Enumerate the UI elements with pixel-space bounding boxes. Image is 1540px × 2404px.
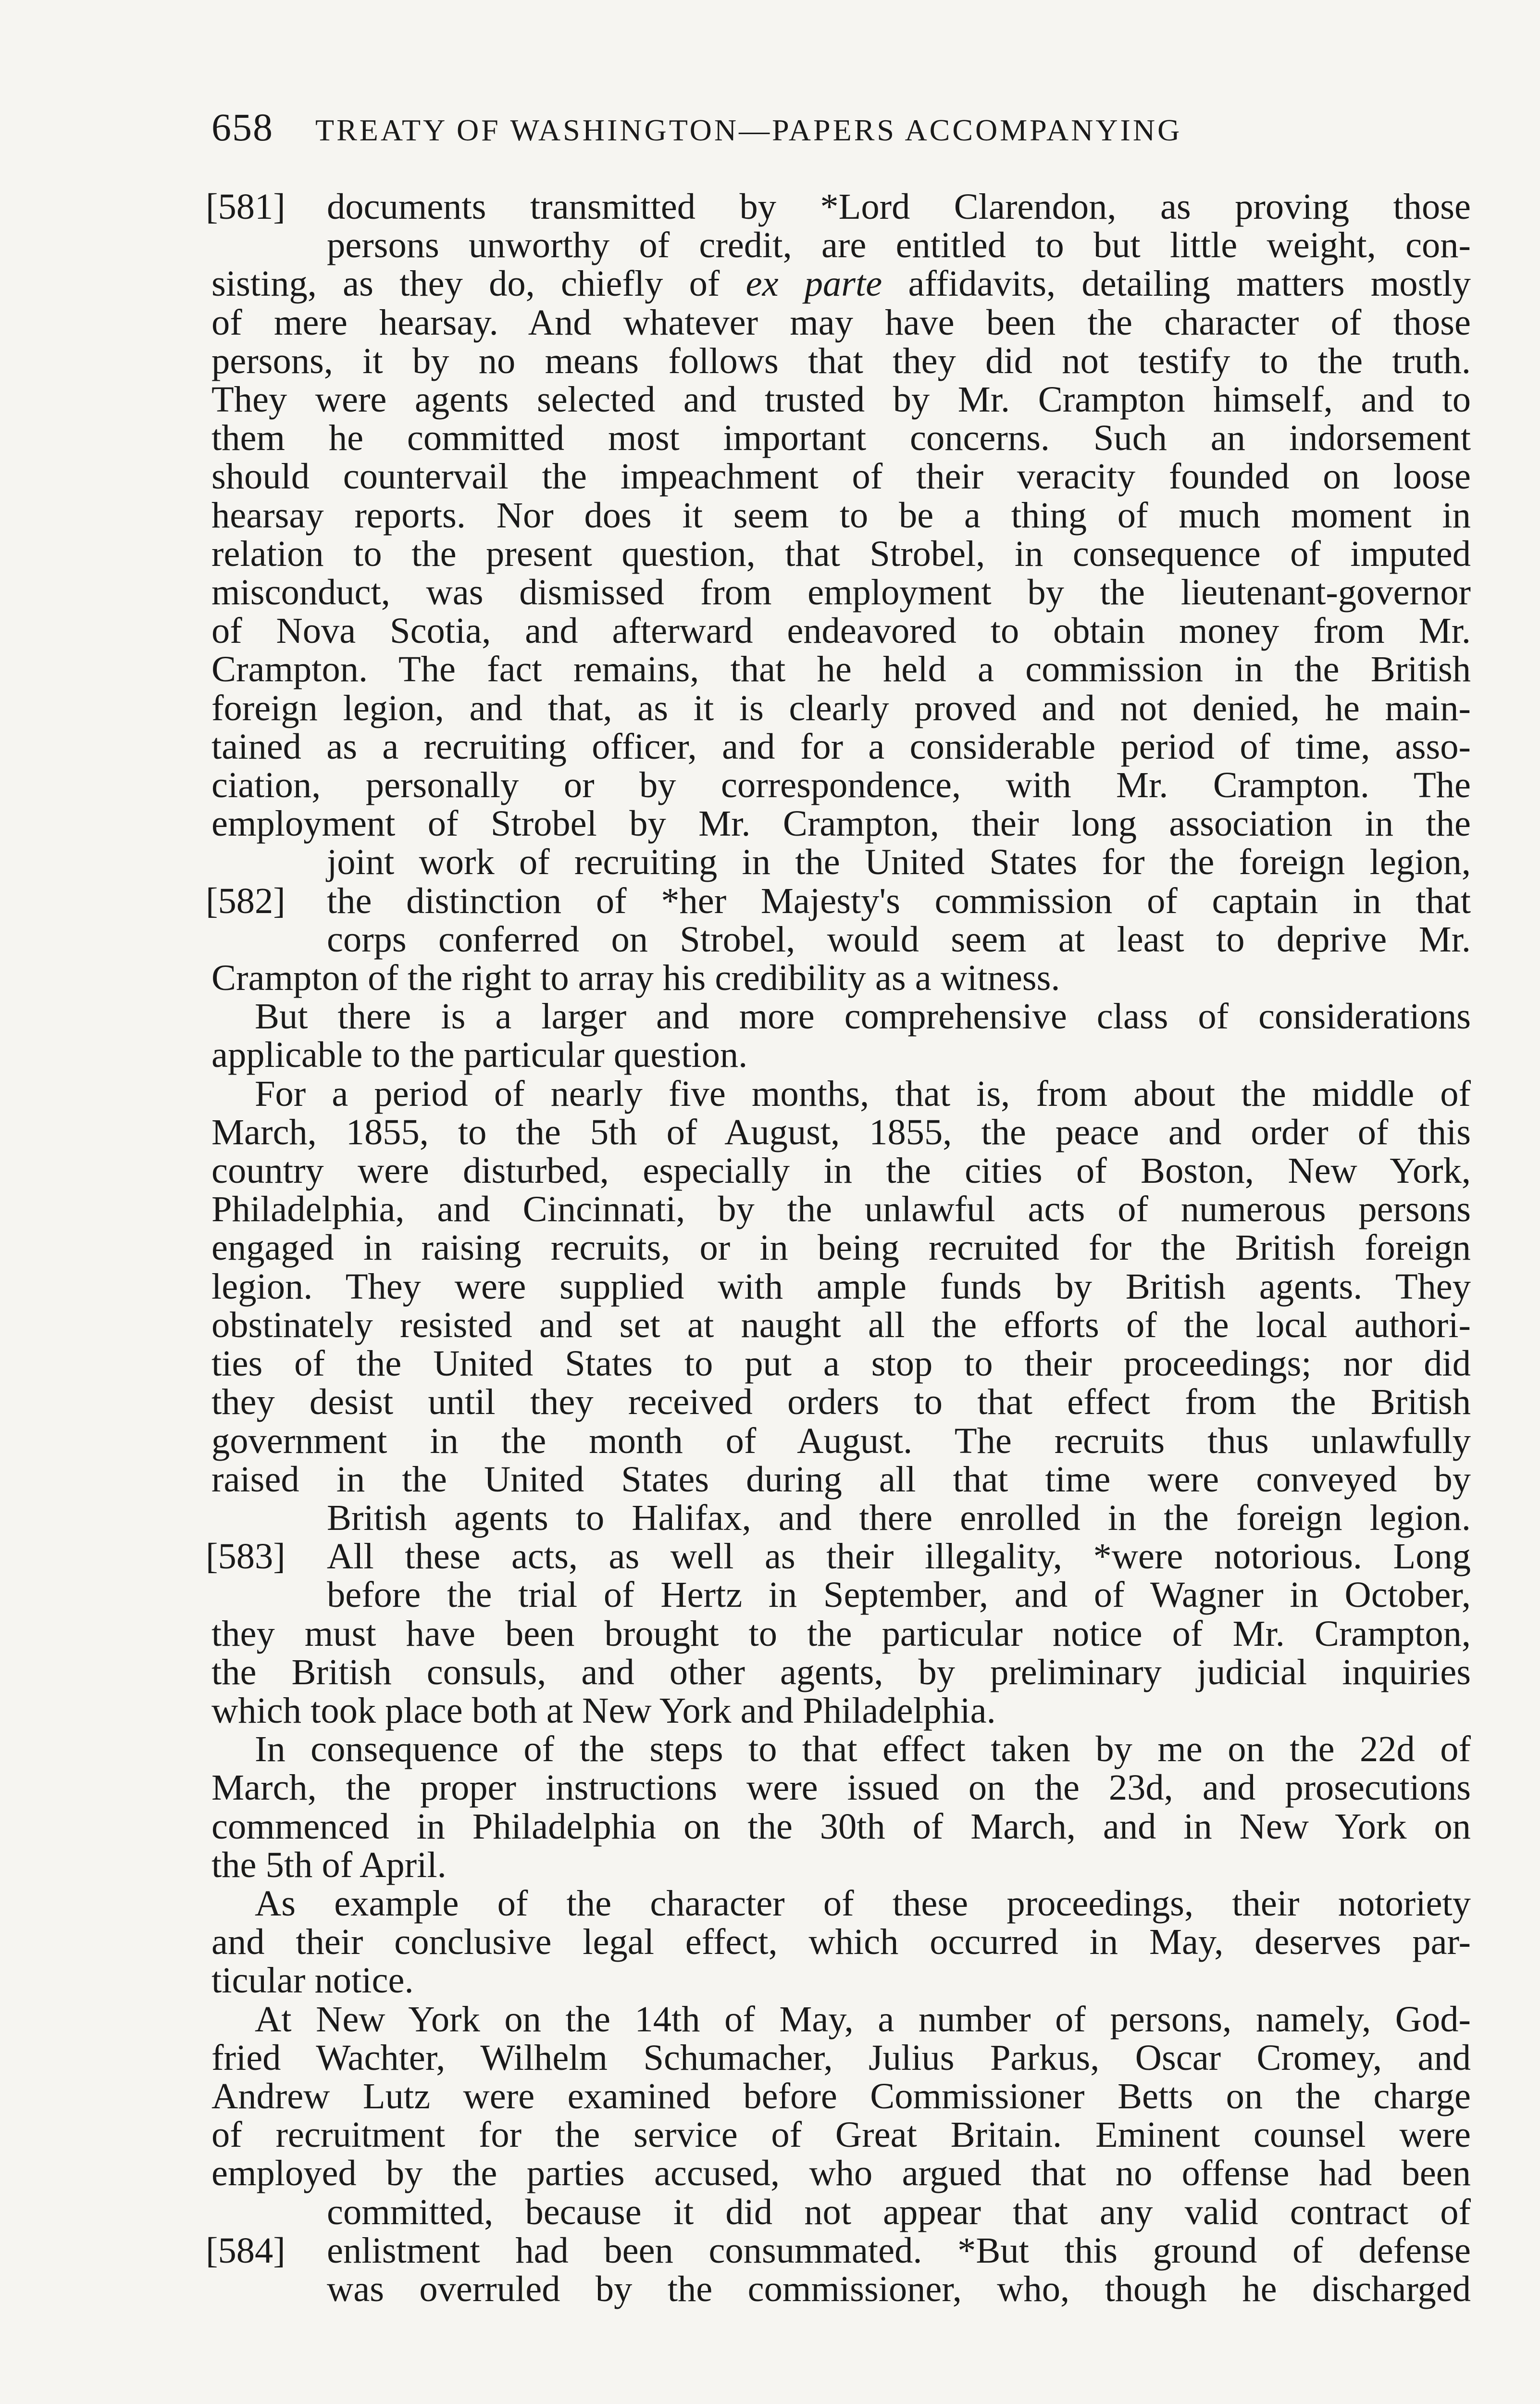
text-line: persons, it by no means follows that they did not testify to the truth.	[211, 340, 1471, 381]
text-line: government in the month of August. The recruits thus unlawfully	[211, 1420, 1471, 1461]
text-line: relation to the present question, that Strobel, in consequence of imputed	[211, 533, 1471, 574]
text-line: ties of the United States to put a stop to their proceedings; nor did	[211, 1343, 1471, 1384]
text-line: obstinately resisted and set at naught all the efforts of the local authori-	[211, 1304, 1471, 1345]
margin-marker-582: [582]	[206, 880, 286, 921]
text-line: British agents to Halifax, and there enrolled in the foreign legion.	[327, 1497, 1471, 1538]
text-line: Crampton of the right to array his credibility as a witness.	[211, 957, 1060, 999]
text-line: hearsay reports. Nor does it seem to be a thing of much moment in	[211, 494, 1471, 536]
text-line: At New York on the 14th of May, a number of persons, namely, God-	[255, 1998, 1471, 2040]
text-line: ciation, personally or by correspondence, with Mr. Crampton. The	[211, 764, 1471, 806]
text-line: misconduct, was dismissed from employment by the lieutenant-governor	[211, 572, 1471, 613]
text-line: engaged in raising recruits, or in being recruited for the British foreign	[211, 1227, 1471, 1268]
text-line: March, 1855, to the 5th of August, 1855, the peace and order of this	[211, 1111, 1471, 1152]
text-line: But there is a larger and more comprehensive class of considerations	[255, 996, 1471, 1037]
text-line: raised in the United States during all that time were conveyed by	[211, 1458, 1471, 1500]
text-line: country were disturbed, especially in the cities of Boston, New York,	[211, 1150, 1471, 1191]
text-line: should countervail the impeachment of their veracity founded on loose	[211, 456, 1471, 497]
page-number: 658	[211, 105, 273, 149]
text-line: of mere hearsay. And whatever may have been the character of those	[211, 301, 1471, 343]
text-lines	[211, 188, 1471, 2308]
text-line: fried Wachter, Wilhelm Schumacher, Julius Parkus, Oscar Cromey, and	[211, 2037, 1471, 2078]
text-line: Crampton. The fact remains, that he held a commission in the British	[211, 649, 1471, 690]
text-line: documents transmitted by *Lord Clarendon, as proving those	[327, 186, 1471, 227]
running-title: TREATY OF WASHINGTON—PAPERS ACCOMPANYING	[315, 113, 1182, 147]
text-line: applicable to the particular question.	[211, 1034, 748, 1076]
body-text	[206, 186, 1471, 2309]
text-line: foreign legion, and that, as it is clearly proved and not denied, he main-	[211, 687, 1471, 728]
text-line: legion. They were supplied with ample funds by British agents. They	[211, 1265, 1471, 1307]
text-line: joint work of recruiting in the United States for the foreign legion,	[327, 841, 1471, 883]
text-line: In consequence of the steps to that effect taken by me on the 22d of	[255, 1728, 1471, 1770]
running-header	[211, 103, 1327, 154]
text-line: of Nova Scotia, and afterward endeavored to obtain money from Mr.	[211, 610, 1471, 651]
text-line: the British consuls, and other agents, by preliminary judicial inquiries	[211, 1651, 1471, 1692]
text-line: Philadelphia, and Cincinnati, by the unlawful acts of numerous persons	[211, 1189, 1471, 1230]
margin-marker-583: [583]	[206, 1536, 286, 1577]
text-line: March, the proper instructions were issued on the 23d, and prosecutions	[211, 1767, 1471, 1808]
text-line: ticular notice.	[211, 1960, 414, 2001]
text-line: sisting, as they do, chiefly of ex parte affidavits, detailing matters mostly	[211, 263, 1471, 304]
text-line: commenced in Philadelphia on the 30th of March, and in New York on	[211, 1805, 1471, 1847]
text-line: As example of the character of these proceedings, their notoriety	[255, 1882, 1471, 1924]
text-line: employment of Strobel by Mr. Crampton, their long association in the	[211, 803, 1471, 844]
text-line: Andrew Lutz were examined before Commissioner Betts on the charge	[211, 2075, 1471, 2116]
margin-marker-584: [584]	[206, 2229, 286, 2271]
text-line: corps conferred on Strobel, would seem at least to deprive Mr.	[327, 918, 1471, 960]
text-line: before the trial of Hertz in September, and of Wagner in October,	[327, 1574, 1471, 1615]
text-line: committed, because it did not appear that any valid contract of	[327, 2191, 1471, 2232]
text-line: they desist until they received orders to that effect from the British	[211, 1381, 1471, 1423]
text-line: and their conclusive legal effect, which occurred in May, deserves par-	[211, 1921, 1471, 1963]
text-line: was overruled by the commissioner, who, though he discharged	[327, 2268, 1471, 2309]
margin-marker-581: [581]	[206, 186, 286, 227]
text-line: them he committed most important concerns. Such an indorsement	[211, 417, 1471, 459]
text-line: of recruitment for the service of Great Britain. Eminent counsel were	[211, 2114, 1471, 2155]
text-line: the distinction of *her Majesty's commission of captain in that	[327, 880, 1471, 921]
text-line: All these acts, as well as their illegality, *were notorious. Long	[327, 1536, 1471, 1577]
text-line: tained as a recruiting officer, and for a considerable period of time, asso-	[211, 726, 1471, 767]
text-line: which took place both at New York and Philadelphia.	[211, 1690, 996, 1731]
text-line: they must have been brought to the particular notice of Mr. Crampton,	[211, 1613, 1471, 1654]
text-line: the 5th of April.	[211, 1844, 447, 1885]
text-line: employed by the parties accused, who argued that no offense had been	[211, 2153, 1471, 2194]
text-line: persons unworthy of credit, are entitled to but little weight, con-	[327, 225, 1471, 266]
text-line: They were agents selected and trusted by Mr. Crampton himself, and to	[211, 379, 1471, 420]
text-line: enlistment had been consummated. *But this ground of defense	[327, 2229, 1471, 2271]
text-line: For a period of nearly five months, that is, from about the middle of	[255, 1073, 1471, 1114]
